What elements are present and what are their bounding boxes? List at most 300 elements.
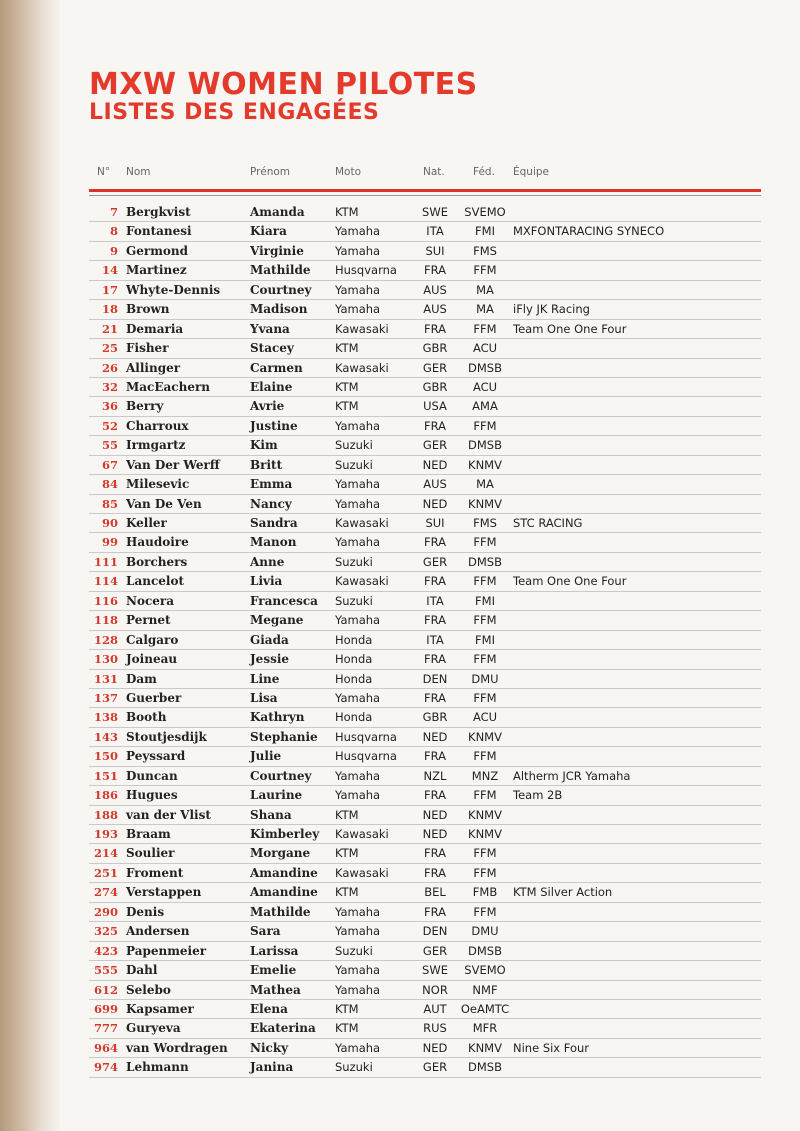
rider-federation: FFM (473, 652, 497, 667)
rider-first-name: Larissa (250, 943, 299, 958)
rider-team: Nine Six Four (513, 1040, 590, 1055)
table-row (89, 397, 761, 416)
rider-first-name: Line (250, 671, 280, 686)
rider-federation: FFM (473, 904, 497, 919)
rider-federation: FFM (473, 321, 497, 336)
rider-bike: Yamaha (335, 282, 381, 297)
rider-last-name: Peyssard (126, 749, 186, 764)
rider-nationality: SUI (425, 516, 445, 530)
table-row (89, 961, 761, 980)
rider-bike: Honda (335, 652, 373, 667)
rider-federation: NMF (472, 982, 498, 997)
rider-last-name: Berry (126, 399, 164, 414)
rider-team: Team 2B (513, 788, 563, 803)
table-row (89, 378, 761, 397)
table-row (89, 475, 761, 494)
rider-nationality: BEL (424, 885, 446, 900)
rider-first-name: Avrie (250, 399, 285, 414)
title-line-1: MXW WOMEN PILOTES (89, 67, 478, 102)
rider-federation: FFM (473, 749, 497, 764)
rider-bike: Kawasaki (335, 321, 389, 336)
rider-number: 90 (101, 516, 118, 530)
rider-first-name: Stephanie (250, 729, 318, 744)
rider-nationality: NED (422, 496, 448, 511)
table-row (89, 631, 761, 650)
rider-last-name: Joineau (126, 652, 178, 667)
rider-nationality: FRA (423, 865, 446, 880)
rider-nationality: NZL (423, 768, 447, 783)
rider-bike: Husqvarna (335, 749, 397, 764)
rider-federation: FFM (473, 263, 497, 278)
rider-first-name: Emelie (250, 963, 297, 978)
rider-number: 67 (101, 457, 118, 472)
rider-federation: FMI (475, 632, 495, 647)
rider-bike: KTM (335, 341, 359, 356)
rider-nationality: RUS (423, 1021, 447, 1036)
rider-last-name: Van De Ven (126, 496, 202, 511)
header-nom: Nom (126, 166, 151, 178)
rider-federation: ACU (472, 710, 498, 725)
rider-number: 52 (101, 418, 118, 433)
table-row (89, 281, 761, 300)
rider-last-name: Martinez (126, 263, 187, 278)
rider-number: 114 (93, 574, 118, 589)
rider-bike: KTM (335, 399, 359, 414)
rider-nationality: AUS (423, 477, 447, 492)
table-row (89, 689, 761, 708)
table-row (89, 1000, 761, 1019)
rider-federation: FMS (473, 243, 497, 258)
rider-last-name: Duncan (126, 768, 178, 783)
riders-table (89, 203, 761, 1078)
table-row (89, 650, 761, 669)
rider-federation: DMSB (468, 554, 502, 569)
rider-number: 36 (101, 399, 118, 414)
rider-nationality: FRA (423, 690, 446, 705)
rider-first-name: Giada (250, 632, 289, 647)
rider-first-name: Emma (250, 477, 293, 492)
rider-federation: OeAMTC (460, 1001, 510, 1016)
rider-first-name: Jessie (250, 652, 290, 667)
rider-federation: DMSB (468, 943, 502, 958)
rider-nationality: SWE (422, 963, 448, 978)
rider-bike: Kawasaki (335, 360, 389, 375)
rider-bike: Honda (335, 710, 373, 725)
rider-last-name: Stoutjesdijk (126, 729, 207, 744)
rider-last-name: van der Vlist (126, 807, 211, 822)
table-row (89, 495, 761, 514)
rider-bike: Suzuki (335, 554, 373, 569)
rider-last-name: Lehmann (126, 1060, 189, 1075)
rider-bike: KTM (335, 205, 359, 219)
header-moto: Moto (335, 166, 362, 178)
rider-nationality: ITA (426, 632, 444, 647)
rider-federation: KNMV (468, 729, 502, 744)
table-row (89, 864, 761, 883)
table-row (89, 1058, 761, 1077)
table-row (89, 417, 761, 436)
rider-number: 150 (93, 749, 118, 764)
table-row (89, 747, 761, 766)
rider-first-name: Amandine (250, 885, 318, 900)
rider-first-name: Courtney (250, 282, 312, 297)
rider-first-name: Laurine (250, 788, 303, 803)
rider-last-name: Soulier (126, 846, 175, 861)
rider-first-name: Amanda (250, 205, 305, 219)
rider-nationality: SWE (422, 205, 448, 219)
rider-first-name: Carmen (250, 360, 303, 375)
rider-bike: Suzuki (335, 943, 373, 958)
rider-nationality: GER (422, 360, 448, 375)
rider-bike: Suzuki (335, 593, 373, 608)
rider-federation: FFM (473, 865, 497, 880)
rider-bike: Yamaha (335, 477, 381, 492)
table-row (89, 708, 761, 727)
rider-federation: SVEMO (464, 205, 506, 219)
rider-federation: FMI (475, 224, 495, 239)
rider-first-name: Stacey (250, 341, 294, 356)
rider-bike: Husqvarna (335, 729, 397, 744)
rider-last-name: Hugues (126, 788, 178, 803)
rider-first-name: Britt (250, 457, 283, 472)
rider-nationality: GBR (422, 710, 448, 725)
rider-bike: KTM (335, 807, 359, 822)
rider-federation: DMU (471, 671, 499, 686)
rider-nationality: GBR (422, 341, 448, 356)
rider-number: 143 (93, 729, 118, 744)
rider-last-name: Brown (126, 302, 170, 317)
rider-first-name: Anne (250, 554, 285, 569)
rider-bike: Yamaha (335, 690, 381, 705)
rider-last-name: Selebo (126, 982, 171, 997)
rider-nationality: NOR (422, 982, 448, 997)
table-row (89, 844, 761, 863)
rider-last-name: Dam (126, 671, 157, 686)
rider-last-name: Froment (126, 865, 184, 880)
rider-federation: FFM (473, 690, 497, 705)
rider-federation: SVEMO (464, 963, 506, 978)
rider-first-name: Elaine (250, 379, 293, 394)
rider-last-name: Dahl (126, 963, 158, 978)
rider-team: STC RACING (513, 516, 583, 530)
rider-last-name: Papenmeier (126, 943, 207, 958)
rider-number: 111 (93, 554, 118, 569)
rider-team: KTM Silver Action (513, 885, 613, 900)
rider-last-name: MacEachern (126, 379, 210, 394)
rider-federation: FMI (475, 593, 495, 608)
table-row (89, 611, 761, 630)
rider-nationality: DEN (422, 924, 448, 939)
rider-federation: KNMV (468, 457, 502, 472)
rider-first-name: Janina (250, 1060, 294, 1075)
rider-last-name: Denis (126, 904, 165, 919)
rider-bike: Kawasaki (335, 865, 389, 880)
rider-number: 151 (93, 768, 118, 783)
rider-number: 214 (93, 846, 118, 861)
header-nat: Nat. (423, 166, 445, 178)
rider-bike: Kawasaki (335, 574, 389, 589)
rider-first-name: Manon (250, 535, 297, 550)
rider-federation: FFM (473, 846, 497, 861)
rider-bike: Yamaha (335, 224, 381, 239)
rider-federation: MA (476, 302, 494, 317)
table-row (89, 1039, 761, 1058)
rider-number: 8 (109, 224, 118, 239)
rider-number: 84 (101, 477, 118, 492)
table-row (89, 320, 761, 339)
rider-first-name: Francesca (250, 593, 318, 608)
rider-federation: DMSB (468, 1060, 502, 1075)
rider-federation: DMU (471, 924, 499, 939)
rider-federation: ACU (472, 341, 498, 356)
rider-number: 118 (93, 613, 118, 628)
rider-nationality: AUS (423, 302, 447, 317)
rider-bike: Suzuki (335, 438, 373, 453)
rider-bike: KTM (335, 846, 359, 861)
header-prenom: Prénom (250, 166, 291, 178)
rider-first-name: Shana (250, 807, 292, 822)
rider-first-name: Virginie (250, 243, 304, 258)
table-row (89, 767, 761, 786)
rider-first-name: Julie (250, 749, 282, 764)
rider-number: 777 (93, 1021, 118, 1036)
rider-number: 186 (93, 788, 118, 803)
rider-number: 699 (93, 1001, 118, 1016)
header-equipe: Équipe (513, 166, 549, 178)
rider-nationality: NED (422, 807, 448, 822)
rider-last-name: Van Der Werff (126, 457, 220, 472)
header-divider-gray (89, 195, 761, 196)
rider-last-name: Borchers (126, 554, 188, 569)
rider-last-name: Booth (126, 710, 167, 725)
rider-bike: KTM (335, 885, 359, 900)
rider-number: 612 (93, 982, 118, 997)
rider-last-name: Lancelot (126, 574, 184, 589)
table-row (89, 456, 761, 475)
rider-federation: MA (476, 477, 494, 492)
rider-bike: KTM (335, 1021, 359, 1036)
rider-nationality: FRA (423, 418, 446, 433)
table-row (89, 300, 761, 319)
rider-first-name: Yvana (250, 321, 290, 336)
page-spine-shadow (0, 0, 60, 1131)
table-row (89, 359, 761, 378)
rider-number: 32 (101, 379, 118, 394)
rider-nationality: NED (422, 1040, 448, 1055)
rider-number: 21 (101, 321, 118, 336)
rider-bike: Kawasaki (335, 516, 389, 530)
rider-last-name: Milesevic (126, 477, 190, 492)
table-row (89, 572, 761, 591)
rider-bike: Yamaha (335, 963, 381, 978)
page-title (89, 67, 478, 125)
table-row (89, 806, 761, 825)
rider-number: 128 (93, 632, 118, 647)
table-row (89, 592, 761, 611)
rider-nationality: GER (422, 1060, 448, 1075)
table-row (89, 553, 761, 572)
rider-number: 423 (93, 943, 118, 958)
rider-last-name: Andersen (126, 924, 190, 939)
rider-first-name: Mathilde (250, 263, 311, 278)
table-row (89, 436, 761, 455)
rider-federation: DMSB (468, 438, 502, 453)
rider-last-name: Fisher (126, 341, 169, 356)
rider-number: 9 (109, 243, 118, 258)
rider-last-name: Pernet (126, 613, 171, 628)
rider-last-name: Germond (126, 243, 189, 258)
rider-number: 7 (109, 205, 118, 219)
rider-bike: Honda (335, 632, 373, 647)
rider-bike: Yamaha (335, 1040, 381, 1055)
rider-last-name: Calgaro (126, 632, 179, 647)
rider-bike: Yamaha (335, 613, 381, 628)
rider-federation: FFM (473, 418, 497, 433)
rider-nationality: GER (422, 943, 448, 958)
rider-first-name: Megane (250, 613, 304, 628)
rider-last-name: Guerber (126, 690, 182, 705)
rider-nationality: NED (422, 827, 448, 841)
rider-number: 18 (101, 302, 118, 317)
rider-federation: FFM (473, 788, 497, 803)
rider-nationality: NED (422, 729, 448, 744)
rider-nationality: FRA (423, 652, 446, 667)
rider-last-name: Verstappen (126, 885, 202, 900)
rider-last-name: Whyte-Dennis (126, 282, 221, 297)
rider-nationality: AUT (423, 1001, 447, 1016)
table-row (89, 728, 761, 747)
rider-bike: Yamaha (335, 496, 381, 511)
rider-bike: Husqvarna (335, 263, 397, 278)
table-row (89, 942, 761, 961)
rider-first-name: Kiara (250, 224, 287, 239)
rider-bike: Yamaha (335, 302, 381, 317)
rider-number: 116 (93, 593, 118, 608)
rider-last-name: Irmgartz (126, 438, 186, 453)
rider-federation: FFM (473, 574, 497, 589)
rider-first-name: Courtney (250, 768, 312, 783)
rider-nationality: FRA (423, 574, 446, 589)
rider-number: 138 (93, 710, 118, 725)
rider-bike: Kawasaki (335, 827, 389, 841)
rider-last-name: Nocera (126, 593, 175, 608)
rider-nationality: FRA (423, 263, 446, 278)
rider-federation: FFM (473, 535, 497, 550)
rider-last-name: van Wordragen (126, 1040, 228, 1055)
rider-nationality: GBR (422, 379, 448, 394)
rider-bike: Yamaha (335, 788, 381, 803)
header-fed: Féd. (473, 166, 495, 178)
rider-last-name: Haudoire (126, 535, 189, 550)
rider-bike: Yamaha (335, 904, 381, 919)
rider-federation: KNMV (468, 827, 502, 841)
table-row (89, 242, 761, 261)
rider-number: 55 (101, 438, 118, 453)
rider-nationality: FRA (423, 846, 446, 861)
rider-nationality: AUS (423, 282, 447, 297)
rider-bike: Honda (335, 671, 373, 686)
table-row (89, 786, 761, 805)
rider-number: 964 (93, 1040, 118, 1055)
rider-federation: DMSB (468, 360, 502, 375)
rider-first-name: Justine (250, 418, 298, 433)
rider-first-name: Amandine (250, 865, 318, 880)
rider-federation: MNZ (471, 768, 499, 783)
rider-number: 325 (93, 924, 118, 939)
rider-bike: Yamaha (335, 418, 381, 433)
rider-last-name: Fontanesi (126, 224, 192, 239)
rider-first-name: Nancy (250, 496, 292, 511)
rider-last-name: Keller (126, 516, 167, 530)
rider-last-name: Demaria (126, 321, 184, 336)
rider-nationality: FRA (423, 613, 446, 628)
rider-last-name: Bergkvist (126, 205, 191, 219)
table-row (89, 922, 761, 941)
table-row (89, 339, 761, 358)
rider-bike: Suzuki (335, 1060, 373, 1075)
table-row (89, 883, 761, 902)
rider-nationality: DEN (422, 671, 448, 686)
rider-number: 14 (101, 263, 118, 278)
rider-last-name: Allinger (126, 360, 181, 375)
rider-first-name: Mathea (250, 982, 301, 997)
rider-federation: AMA (472, 399, 498, 414)
rider-federation: MA (476, 282, 494, 297)
rider-federation: MFR (472, 1021, 498, 1036)
rider-number: 131 (93, 671, 118, 686)
rider-number: 130 (93, 652, 118, 667)
table-row (89, 222, 761, 241)
rider-first-name: Nicky (250, 1040, 289, 1055)
table-row (89, 981, 761, 1000)
rider-bike: Yamaha (335, 924, 381, 939)
rider-first-name: Ekaterina (250, 1021, 316, 1036)
rider-team: Altherm JCR Yamaha (513, 768, 631, 783)
table-row (89, 514, 761, 533)
rider-number: 974 (93, 1060, 118, 1075)
header-divider-red (89, 189, 761, 192)
rider-first-name: Mathilde (250, 904, 311, 919)
table-row (89, 825, 761, 844)
rider-nationality: GER (422, 438, 448, 453)
rider-federation: ACU (472, 379, 498, 394)
rider-nationality: ITA (426, 593, 444, 608)
rider-first-name: Morgane (250, 846, 311, 861)
rider-number: 193 (93, 827, 118, 841)
rider-number: 188 (93, 807, 118, 822)
rider-number: 274 (93, 885, 118, 900)
rider-number: 17 (101, 282, 118, 297)
title-line-2: LISTES DES ENGAGÉES (89, 100, 380, 125)
rider-bike: Yamaha (335, 243, 381, 258)
rider-number: 290 (93, 904, 118, 919)
rider-bike: Yamaha (335, 768, 381, 783)
rider-nationality: FRA (423, 749, 446, 764)
table-row (89, 670, 761, 689)
rider-first-name: Lisa (250, 690, 278, 705)
rider-first-name: Sandra (250, 516, 298, 530)
rider-nationality: NED (422, 457, 448, 472)
rider-nationality: GER (422, 554, 448, 569)
rider-bike: Yamaha (335, 535, 381, 550)
rider-team: Team One One Four (513, 574, 627, 589)
rider-team: MXFONTARACING SYNECO (513, 224, 665, 239)
rider-team: Team One One Four (513, 321, 627, 336)
rider-nationality: FRA (423, 535, 446, 550)
rider-team: iFly JK Racing (513, 302, 590, 317)
rider-first-name: Kim (250, 438, 278, 453)
rider-bike: KTM (335, 379, 359, 394)
